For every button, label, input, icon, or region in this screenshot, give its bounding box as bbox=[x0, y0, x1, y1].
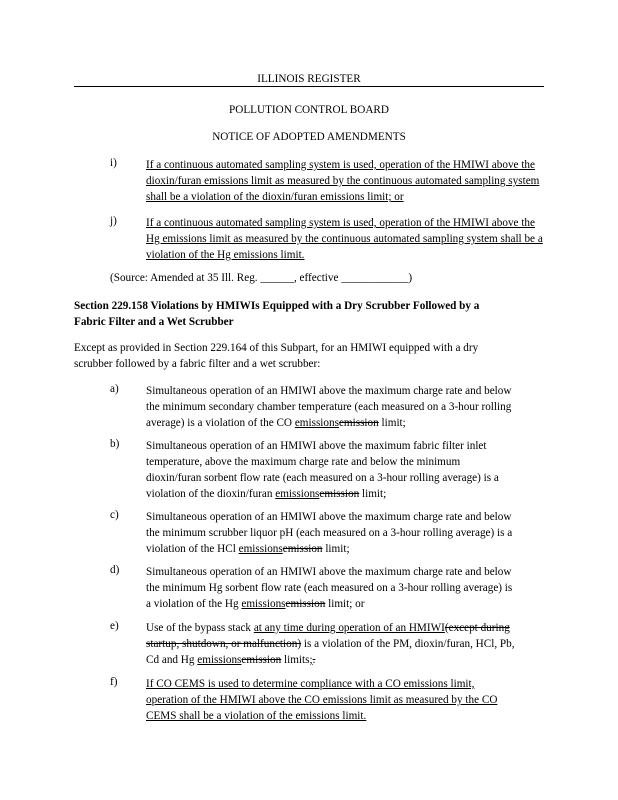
item-c-text bbox=[146, 509, 556, 557]
item-a-line-3-end: limit; bbox=[378, 417, 406, 429]
item-d-label: d) bbox=[110, 564, 120, 576]
item-b-line-1: Simultaneous operation of an HMIWI above the maximum fabric filter inlet bbox=[146, 440, 487, 452]
section-intro-line-2: scrubber followed by a fabric filter and a wet scrubber: bbox=[74, 358, 321, 370]
source-mid: , effective bbox=[293, 272, 342, 284]
item-a-line-3-start: average) is a violation of the CO bbox=[146, 417, 295, 429]
item-e-line-3 bbox=[146, 652, 556, 668]
item-c-deleted-text: emission bbox=[282, 543, 323, 555]
item-j-label: j) bbox=[110, 215, 117, 227]
item-b-inserted-text: emissions bbox=[275, 488, 320, 500]
item-b-line-2: temperature, above the maximum charge rate and below the minimum bbox=[146, 456, 461, 468]
item-e-line-3-start: Cd and Hg bbox=[146, 654, 198, 666]
item-d-line-2: the minimum Hg sorbent flow rate (each measured on a 3-hour rolling average) is bbox=[146, 582, 513, 594]
item-d-line-3-start: a violation of the Hg bbox=[146, 598, 242, 610]
item-e-deleted-period: . bbox=[312, 654, 316, 666]
source-prefix: (Source: Amended at 35 Ill. Reg. bbox=[110, 272, 261, 284]
item-j-text: If a continuous automated sampling system is used, operation of the HMIWI above the Hg emissions limit as measured by the continuous automated sampling system shall be a violation of the Hg emissions limit. bbox=[146, 217, 543, 261]
item-b-label: b) bbox=[110, 438, 120, 450]
item-d-deleted-text: emission bbox=[285, 598, 326, 610]
item-i-text: If a continuous automated sampling system is used, operation of the HMIWI above the dioxin/furan emissions limit as measured by the continuous automated sampling system shall be a violation of the dioxin/furan emissions limit; or bbox=[146, 159, 540, 203]
item-e-deleted-text: (except during bbox=[444, 622, 510, 634]
item-c-line-3 bbox=[146, 541, 556, 557]
register-title: ILLINOIS REGISTER bbox=[257, 73, 361, 85]
item-e-line-3-mid: limits bbox=[281, 654, 310, 666]
item-a-line-2: the minimum secondary chamber temperature (each measured on a 3-hour rolling bbox=[146, 401, 512, 413]
item-b-line-4 bbox=[146, 486, 556, 502]
source-blank-2: ____________ bbox=[341, 272, 409, 284]
item-b-text bbox=[146, 438, 556, 502]
section-intro-line-1: Except as provided in Section 229.164 of this Subpart, for an HMIWI equipped with a dry bbox=[74, 342, 479, 354]
item-e-deleted-text-3: emission bbox=[241, 654, 282, 666]
source-end: ) bbox=[408, 272, 413, 284]
notice-title: NOTICE OF ADOPTED AMENDMENTS bbox=[212, 131, 406, 143]
board-title: POLLUTION CONTROL BOARD bbox=[229, 104, 389, 116]
item-b-line-4-end: limit; bbox=[359, 488, 387, 500]
item-f-line-1: If CO CEMS is used to determine compliance with a CO emissions limit, bbox=[146, 678, 475, 690]
section-heading-line-1: Section 229.158 Violations by HMIWIs Equipped with a Dry Scrubber Followed by a bbox=[74, 300, 480, 312]
item-e-label: e) bbox=[110, 620, 119, 632]
header-rule bbox=[74, 86, 544, 87]
item-c-line-3-end: limit; bbox=[322, 543, 350, 555]
item-a-text bbox=[146, 383, 556, 431]
item-e-inserted-text: at any time during operation of an HMIWI bbox=[253, 622, 445, 634]
item-e-inserted-text-2: emissions bbox=[197, 654, 242, 666]
item-c-line-3-start: violation of the HCl bbox=[146, 543, 239, 555]
item-a-inserted-text: emissions bbox=[294, 417, 339, 429]
item-c-inserted-text: emissions bbox=[238, 543, 283, 555]
item-c-line-2: the minimum scrubber liquor pH (each measured on a 3-hour rolling average) is a bbox=[146, 527, 513, 539]
item-d-text bbox=[146, 564, 556, 612]
item-f-text bbox=[146, 676, 556, 724]
item-d-line-3 bbox=[146, 596, 556, 612]
section-heading-line-2: Fabric Filter and a Wet Scrubber bbox=[74, 316, 234, 328]
item-e-line-2 bbox=[146, 636, 556, 652]
item-b-line-4-start: violation of the dioxin/furan bbox=[146, 488, 276, 500]
item-e-line-1-start: Use of the bypass stack bbox=[146, 622, 254, 634]
item-e-line-2-end: is a violation of the PM, dioxin/furan, HCl, Pb, bbox=[301, 638, 515, 650]
item-e-text bbox=[146, 620, 556, 668]
item-i-label: i) bbox=[110, 157, 117, 169]
item-b-deleted-text: emission bbox=[319, 488, 360, 500]
item-c-line-1: Simultaneous operation of an HMIWI above the maximum charge rate and below bbox=[146, 511, 512, 523]
item-f-line-3: CEMS shall be a violation of the emissions limit. bbox=[146, 710, 367, 722]
source-blank-1: ______ bbox=[260, 272, 294, 284]
source-note bbox=[110, 270, 530, 286]
item-d-line-3-end: limit; or bbox=[325, 598, 365, 610]
item-b-line-3: dioxin/furan sorbent flow rate (each measured on a 3-hour rolling average) is a bbox=[146, 472, 499, 484]
item-a-label: a) bbox=[110, 383, 119, 395]
item-f-line-2: operation of the HMIWI above the CO emissions limit as measured by the CO bbox=[146, 694, 498, 706]
item-d-line-1: Simultaneous operation of an HMIWI above the maximum charge rate and below bbox=[146, 566, 512, 578]
item-e-inserted-semicolon: ; bbox=[309, 654, 313, 666]
item-e-line-1 bbox=[146, 620, 556, 636]
item-c-label: c) bbox=[110, 509, 119, 521]
item-f-label: f) bbox=[110, 676, 118, 688]
item-a-deleted-text: emission bbox=[338, 417, 379, 429]
item-e-deleted-text-2: startup, shutdown, or malfunction) bbox=[146, 638, 302, 650]
item-a-line-1: Simultaneous operation of an HMIWI above the maximum charge rate and below bbox=[146, 385, 512, 397]
item-a-line-3 bbox=[146, 415, 556, 431]
item-d-inserted-text: emissions bbox=[241, 598, 286, 610]
